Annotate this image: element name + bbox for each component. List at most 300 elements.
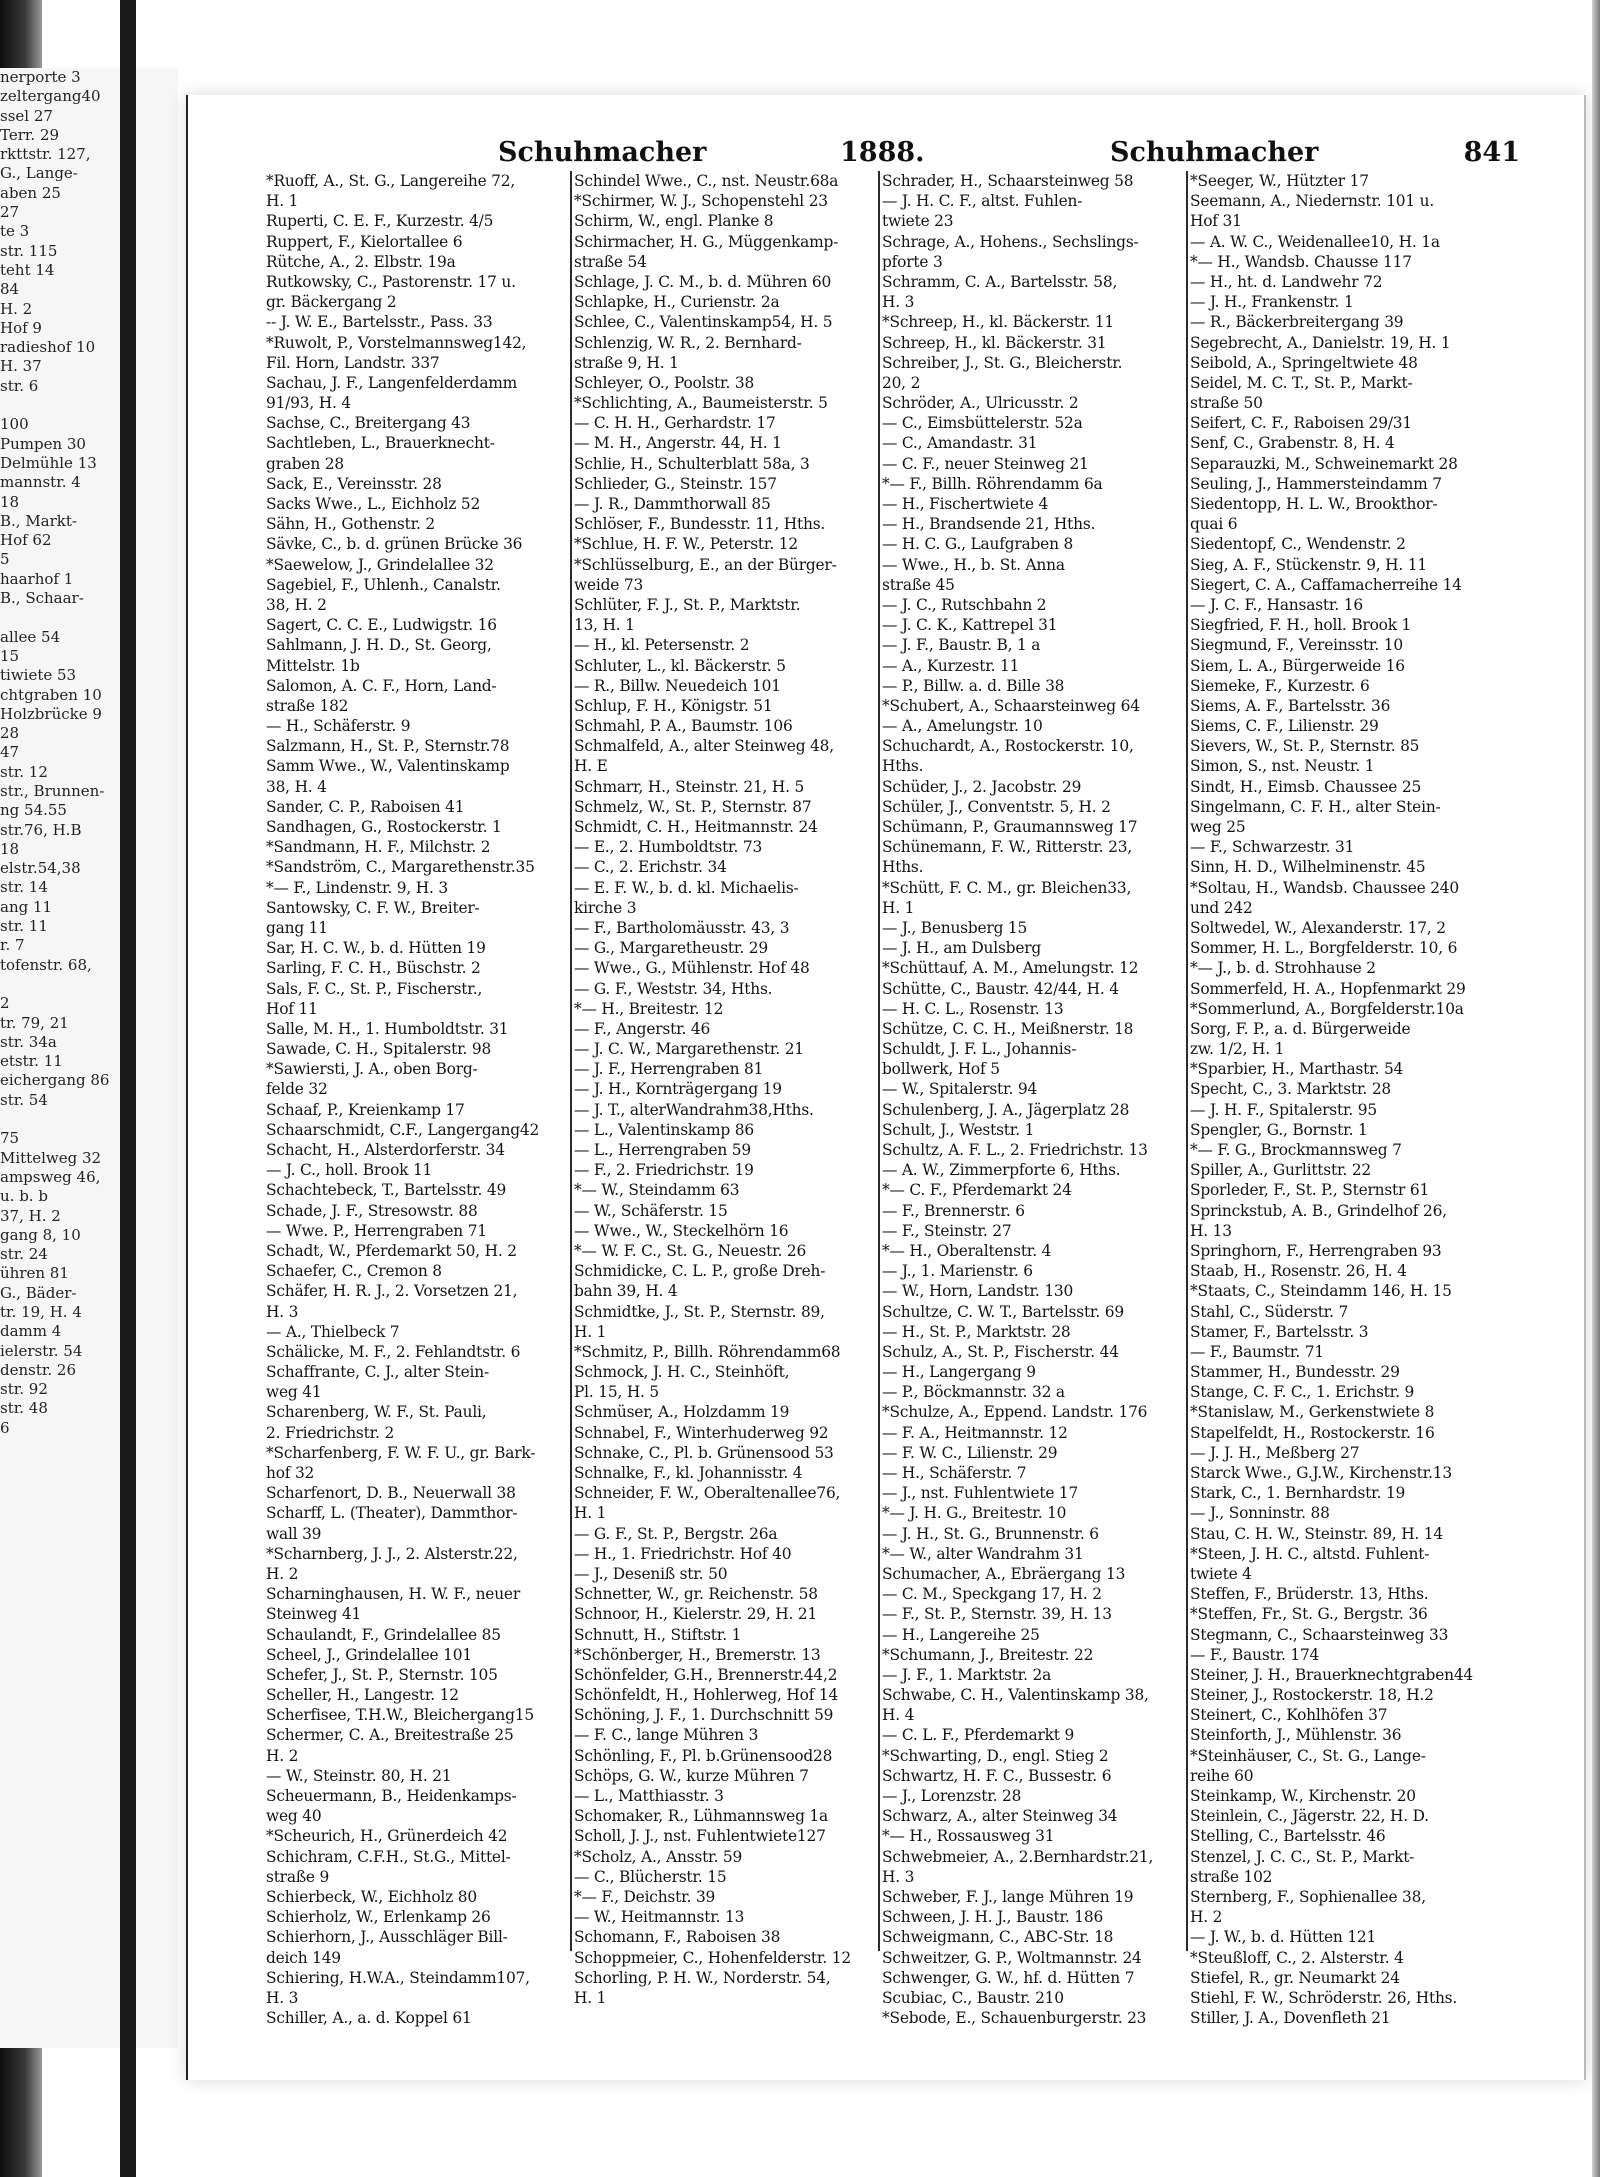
- directory-entry-line: Schermer, C. A., Breitestraße 25: [266, 1726, 514, 1745]
- directory-entry-line: — J. H., Kornträgergang 19: [574, 1080, 782, 1099]
- directory-entry-line: weg 40: [266, 1807, 322, 1826]
- directory-entry-line: Sporleder, F., St. P., Sternstr 61: [1190, 1181, 1430, 1200]
- directory-entry-line: Steinlein, C., Jägerstr. 22, H. D.: [1190, 1807, 1429, 1826]
- directory-entry-line: twiete 23: [882, 212, 954, 231]
- directory-entry-line: Sandhagen, G., Rostockerstr. 1: [266, 818, 502, 836]
- directory-entry-line: Sawade, C. H., Spitalerstr. 98: [266, 1040, 492, 1059]
- directory-entry-line: Stammer, H., Bundesstr. 29: [1190, 1363, 1400, 1382]
- directory-entry-line: — J. F., 1. Marktstr. 2a: [882, 1665, 1052, 1684]
- directory-entry-line: Schirmacher, H. G., Müggenkamp-: [574, 232, 839, 251]
- directory-entry-line: Simon, S., nst. Neustr. 1: [1190, 757, 1375, 776]
- directory-entry-line: deich 149: [266, 1948, 341, 1967]
- directory-entry-line: — J. R., Dammthorwall 85: [574, 495, 771, 513]
- directory-entry-line: *— H., Oberaltenstr. 4: [882, 1241, 1052, 1260]
- directory-entry-line: Scharff, L. (Theater), Dammthor-: [266, 1504, 518, 1523]
- directory-entry-line: — W., Spitalerstr. 94: [882, 1080, 1038, 1099]
- facing-page-line: 2: [0, 994, 10, 1013]
- directory-entry-line: — J. H. C. F., altst. Fuhlen-: [882, 192, 1083, 211]
- directory-entry-line: Schmidicke, C. L. P., große Dreh-: [574, 1262, 826, 1281]
- directory-entry-line: *Sebode, E., Schauenburgerstr. 23: [882, 2009, 1147, 2028]
- directory-entry-line: *Scharnberg, J. J., 2. Alsterstr.22,: [266, 1544, 518, 1563]
- directory-entry-line: bollwerk, Hof 5: [882, 1060, 1000, 1079]
- facing-page-line: radieshof 10: [0, 338, 96, 357]
- directory-entry-line: 20, 2: [882, 373, 921, 392]
- directory-entry-line: *Schulze, A., Eppend. Landstr. 176: [882, 1403, 1148, 1422]
- directory-entry-line: *Scheurich, H., Grünerdeich 42: [266, 1827, 508, 1846]
- directory-entry-line: *Schirmer, W. J., Schopenstehl 23: [574, 192, 828, 211]
- directory-entry-line: Schweber, F. J., lange Mühren 19: [882, 1887, 1134, 1906]
- facing-page-line: ssel 27: [0, 106, 53, 125]
- facing-page-line: tr. 79, 21: [0, 1013, 69, 1032]
- facing-page-line: 75: [0, 1129, 20, 1148]
- facing-page-line: teht 14: [0, 260, 55, 279]
- directory-entry-line: Sinn, H. D., Wilhelminenstr. 45: [1190, 858, 1426, 877]
- directory-entry-line: *Saewelow, J., Grindelallee 32: [266, 555, 494, 574]
- directory-entry-line: Seuling, J., Hammersteindamm 7: [1190, 474, 1442, 493]
- directory-entry-line: — G. F., St. P., Bergstr. 26a: [574, 1524, 778, 1543]
- facing-page-line: 100: [0, 415, 29, 434]
- directory-entry-line: Schindel Wwe., C., nst. Neustr.68a: [574, 172, 839, 190]
- directory-entry-line: — L., Matthiasstr. 3: [574, 1787, 724, 1805]
- directory-entry-line: *Ruoff, A., St. G., Langereihe 72,: [266, 172, 516, 190]
- directory-entry-line: Sävke, C., b. d. grünen Brücke 36: [266, 535, 523, 554]
- directory-column-4: [1190, 171, 1492, 2028]
- directory-entry-line: Steiner, J. H., Brauerknechtgraben44: [1190, 1665, 1474, 1684]
- directory-entry-line: Pl. 15, H. 5: [574, 1383, 660, 1402]
- directory-entry-line: Stapelfeldt, H., Rostockerstr. 16: [1190, 1423, 1435, 1442]
- directory-entry-line: *Schreep, H., kl. Bäckerstr. 11: [882, 313, 1114, 332]
- directory-entry-line: *Ruwolt, P., Vorstelmannsweg142,: [266, 333, 527, 352]
- directory-entry-line: Schulenberg, J. A., Jägerplatz 28: [882, 1100, 1130, 1119]
- directory-entry-line: *Sommerlund, A., Borgfelderstr.10a: [1190, 999, 1464, 1018]
- directory-entry-line: Schultze, C. W. T., Bartelsstr. 69: [882, 1302, 1124, 1321]
- directory-entry-line: Schichram, C.F.H., St.G., Mittel-: [266, 1847, 511, 1866]
- directory-entry-line: — W., Heitmannstr. 13: [574, 1908, 745, 1927]
- directory-entry-line: *Seeger, W., Hützter 17: [1190, 172, 1369, 190]
- directory-entry-line: Sander, C. P., Raboisen 41: [266, 797, 465, 816]
- directory-entry-line: Schröder, A., Ulricusstr. 2: [882, 394, 1079, 413]
- directory-entry-line: Steinweg 41: [266, 1605, 362, 1624]
- directory-entry-line: — F., Baumstr. 71: [1190, 1342, 1324, 1361]
- directory-entry-line: — J. H., Frankenstr. 1: [1190, 293, 1354, 312]
- directory-entry-line: Schaffrante, C. J., alter Stein-: [266, 1363, 489, 1382]
- facing-page-line: [0, 1110, 178, 1129]
- directory-entry-line: straße 50: [1190, 394, 1263, 413]
- directory-entry-line: straße 9: [266, 1867, 330, 1886]
- directory-entry-line: H. 1: [574, 1988, 607, 2007]
- directory-entry-line: *Steen, J. H. C., altstd. Fuhlent-: [1190, 1544, 1430, 1563]
- directory-entry-line: Schümann, P., Graumannsweg 17: [882, 818, 1138, 836]
- directory-entry-line: Santowsky, C. F. W., Breiter-: [266, 898, 480, 917]
- directory-entry-line: Sternberg, F., Sophienallee 38,: [1190, 1887, 1426, 1906]
- directory-entry-line: Sagert, C. C. E., Ludwigstr. 16: [266, 616, 497, 635]
- directory-entry-line: Scubiac, C., Baustr. 210: [882, 1988, 1064, 2007]
- binding-strip: [120, 0, 136, 2177]
- facing-page-line: 47: [0, 743, 20, 762]
- directory-entry-line: Schomaker, R., Lühmannsweg 1a: [574, 1807, 828, 1826]
- directory-entry-line: Scharenberg, W. F., St. Pauli,: [266, 1403, 487, 1422]
- directory-entry-line: graben 28: [266, 454, 344, 473]
- facing-page-line: [0, 396, 178, 415]
- facing-page-line: allee 54: [0, 627, 61, 646]
- directory-entry-line: — L., Valentinskamp 86: [574, 1120, 754, 1139]
- directory-entry-line: Starck Wwe., G.J.W., Kirchenstr.13: [1190, 1464, 1452, 1482]
- facing-page-line: damm 4: [0, 1322, 62, 1341]
- directory-entry-line: weg 25: [1190, 818, 1246, 836]
- directory-entry-line: — F., Bartholomäusstr. 43, 3: [574, 918, 790, 937]
- directory-entry-line: Staab, H., Rosenstr. 26, H. 4: [1190, 1262, 1407, 1281]
- directory-entry-line: *— C. F., Pferdemarkt 24: [882, 1181, 1072, 1200]
- facing-page-line: H. 37: [0, 357, 42, 376]
- directory-entry-line: straße 45: [882, 575, 955, 594]
- directory-entry-line: — A. W., Zimmerpforte 6, Hths.: [882, 1161, 1121, 1180]
- directory-entry-line: Schleyer, O., Poolstr. 38: [574, 373, 755, 392]
- directory-entry-line: — C. L. F., Pferdemarkt 9: [882, 1726, 1075, 1745]
- header-section-left: Schuhmacher: [498, 137, 707, 168]
- directory-entry-line: H. 3: [266, 1302, 299, 1321]
- directory-entry-line: H. 3: [882, 1867, 915, 1886]
- facing-page-line: ang 11: [0, 897, 53, 916]
- directory-entry-line: Schrage, A., Hohens., Sechslings-: [882, 232, 1139, 251]
- directory-entry-line: — J. C., holl. Brook 11: [266, 1161, 433, 1180]
- column-divider: [1186, 171, 1188, 1951]
- facing-page-line: G., Bäder-: [0, 1283, 77, 1302]
- facing-page-line: Pumpen 30: [0, 434, 86, 453]
- directory-entry-line: — F., St. P., Sternstr. 39, H. 13: [882, 1605, 1112, 1624]
- directory-entry-line: — J., Sonninstr. 88: [1190, 1504, 1330, 1523]
- facing-page-line: ampsweg 46,: [0, 1167, 101, 1186]
- directory-entry-line: Siem, L. A., Bürgerweide 16: [1190, 656, 1405, 675]
- facing-page-line: str. 48: [0, 1399, 48, 1418]
- directory-entry-line: kirche 3: [574, 898, 637, 917]
- directory-entry-line: Sommerfeld, H. A., Hopfenmarkt 29: [1190, 979, 1466, 998]
- directory-entry-line: Singelmann, C. F. H., alter Stein-: [1190, 797, 1441, 816]
- directory-entry-line: Fil. Horn, Landstr. 337: [266, 353, 440, 372]
- directory-entry-line: Ruperti, C. E. F., Kurzestr. 4/5: [266, 212, 494, 231]
- directory-entry-line: Schönfelder, G.H., Brennerstr.44,2: [574, 1665, 838, 1684]
- directory-entry-line: Salzmann, H., St. P., Sternstr.78: [266, 737, 510, 756]
- directory-entry-line: Schmalfeld, A., alter Steinweg 48,: [574, 737, 834, 756]
- directory-entry-line: — Wwe., W., Steckelhörn 16: [574, 1221, 789, 1240]
- directory-entry-line: Sack, E., Vereinsstr. 28: [266, 474, 442, 493]
- directory-entry-line: und 242: [1190, 898, 1253, 917]
- directory-entry-line: *Soltau, H., Wandsb. Chaussee 240: [1190, 878, 1459, 897]
- directory-entry-line: *Scholz, A., Ansstr. 59: [574, 1847, 743, 1866]
- directory-entry-line: Stahl, C., Süderstr. 7: [1190, 1302, 1349, 1321]
- directory-entry-line: H. 2: [1190, 1908, 1223, 1927]
- directory-entry-line: Stelling, C., Bartelsstr. 46: [1190, 1827, 1386, 1846]
- directory-entry-line: — W., Schäferstr. 15: [574, 1201, 728, 1220]
- directory-entry-line: — J. J. H., Meßberg 27: [1190, 1443, 1360, 1462]
- directory-entry-line: H. 1: [882, 898, 915, 917]
- directory-entry-line: — H., Langergang 9: [882, 1363, 1036, 1382]
- directory-entry-line: Schefer, J., St. P., Sternstr. 105: [266, 1665, 498, 1684]
- directory-entry-line: Schaaf, P., Kreienkamp 17: [266, 1100, 465, 1119]
- facing-page-line: r. 7: [0, 936, 25, 955]
- directory-entry-line: *Steußloff, C., 2. Alsterstr. 4: [1190, 1948, 1404, 1967]
- facing-page-text: [0, 68, 178, 1438]
- facing-page-line: B., Markt-: [0, 511, 77, 530]
- directory-entry-line: Spengler, G., Bornstr. 1: [1190, 1120, 1368, 1139]
- directory-entry-line: — F., Schwarzestr. 31: [1190, 838, 1355, 857]
- facing-page-line: 37, H. 2: [0, 1206, 61, 1225]
- directory-entry-line: — A., Kurzestr. 11: [882, 656, 1020, 675]
- directory-entry-line: Soltwedel, W., Alexanderstr. 17, 2: [1190, 918, 1446, 937]
- directory-entry-line: — J. W., b. d. Hütten 121: [1190, 1928, 1377, 1947]
- directory-entry-line: Seidel, M. C. T., St. P., Markt-: [1190, 373, 1413, 392]
- directory-entry-line: H. E: [574, 757, 608, 776]
- directory-entry-line: — P., Billw. a. d. Bille 38: [882, 676, 1065, 695]
- directory-column-3: [882, 171, 1184, 2028]
- directory-entry-line: — H., ht. d. Landwehr 72: [1190, 272, 1383, 291]
- directory-entry-line: Schiering, H.W.A., Steindamm107,: [266, 1968, 530, 1987]
- header-section-right: Schuhmacher: [1110, 137, 1319, 168]
- facing-page-line: eichergang 86: [0, 1071, 110, 1090]
- directory-entry-line: — A., Thielbeck 7: [266, 1322, 400, 1341]
- directory-entry-line: — Wwe., H., b. St. Anna: [882, 555, 1065, 574]
- directory-entry-line: 13, H. 1: [574, 616, 635, 635]
- directory-entry-line: gr. Bäckergang 2: [266, 293, 397, 312]
- directory-entry-line: straße 54: [574, 252, 647, 271]
- directory-entry-line: — H., Langereihe 25: [882, 1625, 1040, 1644]
- directory-entry-line: — E., 2. Humboldtstr. 73: [574, 838, 763, 857]
- directory-entry-line: — J., Deseniß str. 50: [574, 1564, 728, 1583]
- directory-entry-line: Schnabel, F., Winterhuderweg 92: [574, 1423, 829, 1442]
- directory-entry-line: Schoppmeier, C., Hohenfelderstr. 12: [574, 1948, 851, 1967]
- directory-entry-line: -- J. W. E., Bartelsstr., Pass. 33: [266, 313, 493, 332]
- directory-entry-line: — F. A., Heitmannstr. 12: [882, 1423, 1068, 1442]
- facing-page-line: Hof 9: [0, 318, 42, 337]
- directory-entry-line: *Steinhäuser, C., St. G., Lange-: [1190, 1746, 1426, 1765]
- directory-entry-line: — M. H., Angerstr. 44, H. 1: [574, 434, 782, 453]
- facing-page-line: nerporte 3: [0, 68, 81, 86]
- directory-entry-line: — P., Böckmannstr. 32 a: [882, 1383, 1065, 1402]
- directory-entry-line: Scheuermann, B., Heidenkamps-: [266, 1787, 517, 1805]
- directory-entry-line: — H., St. P., Marktstr. 28: [882, 1322, 1071, 1341]
- column-divider: [878, 171, 880, 1951]
- facing-page-line: rkttstr. 127,: [0, 145, 91, 164]
- directory-entry-line: — A., Amelungstr. 10: [882, 717, 1043, 736]
- directory-entry-line: Steinforth, J., Mühlenstr. 36: [1190, 1726, 1402, 1745]
- directory-entry-line: *— F. G., Brockmannsweg 7: [1190, 1141, 1402, 1159]
- directory-entry-line: Schierbeck, W., Eichholz 80: [266, 1887, 477, 1906]
- facing-page-line: str. 12: [0, 762, 48, 781]
- facing-page-line: str., Brunnen-: [0, 781, 105, 800]
- directory-entry-line: Schöning, J. F., 1. Durchschnitt 59: [574, 1706, 834, 1725]
- directory-entry-line: Schütze, C. C. H., Meißnerstr. 18: [882, 1019, 1134, 1038]
- facing-page-line: str. 54: [0, 1090, 48, 1109]
- facing-page-line: 84: [0, 280, 20, 299]
- facing-page-line: haarhof 1: [0, 569, 74, 588]
- directory-entry-line: — W., Horn, Landstr. 130: [882, 1282, 1074, 1301]
- directory-entry-line: Schmidt, C. H., Heitmannstr. 24: [574, 818, 818, 836]
- facing-page-line: H. 2: [0, 299, 33, 318]
- directory-entry-line: — C., Blücherstr. 15: [574, 1867, 727, 1886]
- directory-entry-line: felde 32: [266, 1080, 328, 1099]
- directory-entry-line: Schiller, A., a. d. Koppel 61: [266, 2009, 472, 2028]
- directory-entry-line: *Steffen, Fr., St. G., Bergstr. 36: [1190, 1605, 1428, 1624]
- directory-entry-line: Sommer, H. L., Borgfelderstr. 10, 6: [1190, 939, 1458, 958]
- directory-entry-line: — C., 2. Erichstr. 34: [574, 858, 727, 877]
- facing-page-line: 18: [0, 839, 20, 858]
- facing-page-line: str. 11: [0, 917, 48, 936]
- directory-entry-line: *— J., b. d. Strohhause 2: [1190, 959, 1376, 978]
- directory-entry-line: *Sandmann, H. F., Milchstr. 2: [266, 838, 491, 857]
- facing-page-line: tofenstr. 68,: [0, 955, 92, 974]
- directory-entry-line: Hof 31: [1190, 212, 1242, 231]
- directory-entry-line: — H., Schäferstr. 9: [266, 717, 411, 736]
- directory-entry-line: Schlöser, F., Bundesstr. 11, Hths.: [574, 515, 826, 534]
- directory-entry-line: hof 32: [266, 1464, 315, 1482]
- directory-entry-line: Schreep, H., kl. Bäckerstr. 31: [882, 333, 1107, 352]
- directory-entry-line: — J. C., Rutschbahn 2: [882, 595, 1047, 614]
- directory-entry-line: Mittelstr. 1b: [266, 656, 360, 675]
- directory-entry-line: — J. H., am Dulsberg: [882, 939, 1042, 958]
- directory-entry-line: Schuchardt, A., Rostockerstr. 10,: [882, 737, 1134, 756]
- directory-entry-line: Senf, C., Grabenstr. 8, H. 4: [1190, 434, 1395, 453]
- facing-page-line: [0, 608, 178, 627]
- directory-entry-line: Schweitzer, G. P., Woltmannstr. 24: [882, 1948, 1142, 1967]
- directory-entry-line: Hof 11: [266, 999, 318, 1018]
- facing-page-line: ng 54.55: [0, 801, 67, 820]
- directory-entry-line: Sacks Wwe., L., Eichholz 52: [266, 495, 481, 513]
- directory-entry-line: — E. F. W., b. d. kl. Michaelis-: [574, 878, 799, 897]
- directory-entry-line: H. 2: [266, 1746, 299, 1765]
- directory-entry-line: Schmüser, A., Holzdamm 19: [574, 1403, 790, 1422]
- directory-column-2: [574, 171, 876, 2007]
- facing-page-line: 27: [0, 203, 20, 222]
- directory-entry-line: — F., Steinstr. 27: [882, 1221, 1012, 1240]
- facing-page-line: Delmühle 13: [0, 453, 97, 472]
- directory-entry-line: *Schlüsselburg, E., an der Bürger-: [574, 555, 837, 574]
- directory-entry-line: Siems, C. F., Lilienstr. 29: [1190, 717, 1379, 736]
- facing-page-line: gang 8, 10: [0, 1225, 81, 1244]
- directory-entry-line: Schünemann, F. W., Ritterstr. 23,: [882, 838, 1133, 857]
- directory-entry-line: — C. M., Speckgang 17, H. 2: [882, 1585, 1102, 1604]
- directory-entry-line: H. 3: [266, 1988, 299, 2007]
- directory-entry-line: *Schönberger, H., Bremerstr. 13: [574, 1645, 821, 1664]
- directory-column-1: [266, 171, 568, 2028]
- directory-entry-line: Schierholz, W., Erlenkamp 26: [266, 1908, 491, 1927]
- facing-page-line: aben 25: [0, 183, 61, 202]
- directory-entry-line: *Stanislaw, M., Gerkenstwiete 8: [1190, 1403, 1435, 1422]
- directory-entry-line: Schlüter, F. J., St. P., Marktstr.: [574, 595, 801, 614]
- directory-entry-line: *Sandström, C., Margarethenstr.35: [266, 858, 535, 877]
- directory-entry-line: straße 9, H. 1: [574, 353, 679, 372]
- directory-entry-line: — H., 1. Friedrichstr. Hof 40: [574, 1544, 792, 1563]
- facing-page-line: denstr. 26: [0, 1360, 77, 1379]
- directory-entry-line: Schultz, A. F. L., 2. Friedrichstr. 13: [882, 1141, 1148, 1159]
- directory-entry-line: Steffen, F., Brüderstr. 13, Hths.: [1190, 1585, 1429, 1604]
- directory-entry-line: — H. C. G., Laufgraben 8: [882, 535, 1074, 554]
- directory-entry-line: Siems, A. F., Bartelsstr. 36: [1190, 696, 1391, 715]
- directory-entry-line: Siegmund, F., Vereinsstr. 10: [1190, 636, 1403, 655]
- directory-entry-line: *Staats, C., Steindamm 146, H. 15: [1190, 1282, 1452, 1301]
- directory-entry-line: Schult, J., Weststr. 1: [882, 1120, 1035, 1139]
- directory-entry-line: Separauzki, M., Schweinemarkt 28: [1190, 454, 1458, 473]
- directory-entry-line: — C. H. H., Gerhardstr. 17: [574, 414, 776, 433]
- facing-page-line: Hof 62: [0, 531, 52, 550]
- directory-entry-line: *Schüttauf, A. M., Amelungstr. 12: [882, 959, 1139, 978]
- directory-entry-line: Schmidtke, J., St. P., Sternstr. 89,: [574, 1302, 825, 1321]
- directory-entry-line: Schumacher, A., Ebräergang 13: [882, 1564, 1126, 1583]
- directory-entry-line: — J., 1. Marienstr. 6: [882, 1262, 1033, 1281]
- directory-entry-line: Schlup, F. H., Königstr. 51: [574, 696, 773, 715]
- facing-page-line: B., Schaar-: [0, 589, 84, 608]
- directory-entry-line: — A. W. C., Weidenallee10, H. 1a: [1190, 232, 1440, 251]
- directory-entry-line: Schramm, C. A., Bartelsstr. 58,: [882, 272, 1118, 291]
- directory-entry-line: Sals, F. C., St. P., Fischerstr.,: [266, 979, 483, 998]
- directory-entry-line: Scheller, H., Langestr. 12: [266, 1686, 459, 1705]
- directory-entry-line: Schrader, H., Schaarsteinweg 58: [882, 172, 1134, 190]
- directory-entry-line: Stiehl, F. W., Schröderstr. 26, Hths.: [1190, 1988, 1458, 2007]
- directory-entry-line: Schluter, L., kl. Bäckerstr. 5: [574, 656, 786, 675]
- directory-entry-line: — C., Amandastr. 31: [882, 434, 1038, 453]
- directory-entry-line: Schlie, H., Schulterblatt 58a, 3: [574, 454, 810, 473]
- directory-entry-line: Schulz, A., St. P., Fischerstr. 44: [882, 1342, 1119, 1361]
- directory-entry-line: 2. Friedrichstr. 2: [266, 1423, 395, 1442]
- directory-entry-line: 38, H. 4: [266, 777, 327, 796]
- directory-entry-line: Schäfer, H. R. J., 2. Vorsetzen 21,: [266, 1282, 518, 1301]
- facing-page-line: Holzbrücke 9: [0, 704, 102, 723]
- facing-page-line: str.76, H.B: [0, 820, 82, 839]
- directory-entry-line: weide 73: [574, 575, 644, 594]
- facing-page-line: [0, 975, 178, 994]
- directory-entry-line: quai 6: [1190, 515, 1238, 534]
- directory-entry-line: Siemeke, F., Kurzestr. 6: [1190, 676, 1370, 695]
- directory-entry-line: Schreiber, J., St. G., Bleicherstr.: [882, 353, 1123, 372]
- directory-entry-line: H. 2: [266, 1564, 299, 1583]
- directory-entry-line: — Wwe. P., Herrengraben 71: [266, 1221, 487, 1240]
- directory-entry-line: Salle, M. H., 1. Humboldtstr. 31: [266, 1019, 509, 1038]
- directory-entry-line: Schaefer, C., Cremon 8: [266, 1262, 442, 1281]
- directory-entry-line: Rutkowsky, C., Pastorenstr. 17 u.: [266, 272, 516, 291]
- facing-page-line: Terr. 29: [0, 125, 60, 144]
- directory-entry-line: — J. C. F., Hansastr. 16: [1190, 595, 1363, 614]
- directory-entry-line: Schachtebeck, T., Bartelsstr. 49: [266, 1181, 507, 1200]
- directory-entry-line: Schmock, J. H. C., Steinhöft,: [574, 1363, 790, 1382]
- directory-entry-line: Schade, J. F., Stresowstr. 88: [266, 1201, 478, 1220]
- directory-entry-line: Sindt, H., Eimsb. Chaussee 25: [1190, 777, 1422, 796]
- directory-entry-line: Schwebmeier, A., 2.Bernhardstr.21,: [882, 1847, 1154, 1866]
- directory-entry-line: twiete 4: [1190, 1564, 1252, 1583]
- directory-entry-line: Schacht, H., Alsterdorferstr. 34: [266, 1141, 505, 1159]
- directory-entry-line: Schälicke, M. F., 2. Fehlandtstr. 6: [266, 1342, 521, 1361]
- directory-entry-line: H. 3: [882, 293, 915, 312]
- directory-entry-line: Schnake, C., Pl. b. Grünensood 53: [574, 1443, 834, 1462]
- directory-entry-line: Schnutt, H., Stiftstr. 1: [574, 1625, 742, 1644]
- directory-entry-line: Sachtleben, L., Brauerknecht-: [266, 434, 495, 453]
- directory-entry-line: — H., kl. Petersenstr. 2: [574, 636, 750, 655]
- directory-entry-line: Sieg, A. F., Stückenstr. 9, H. 11: [1190, 555, 1427, 574]
- directory-entry-line: gang 11: [266, 918, 328, 937]
- directory-entry-line: Schüler, J., Conventstr. 5, H. 2: [882, 797, 1111, 816]
- facing-page-line: ielerstr. 54: [0, 1341, 83, 1360]
- directory-entry-line: Schwarz, A., alter Steinweg 34: [882, 1807, 1118, 1826]
- directory-entry-line: — F., Baustr. 174: [1190, 1645, 1320, 1664]
- directory-entry-line: Hths.: [882, 858, 924, 877]
- directory-entry-line: Stiller, J. A., Dovenfleth 21: [1190, 2009, 1391, 2028]
- facing-page-line: 15: [0, 646, 20, 665]
- directory-entry-line: — H. C. L., Rosenstr. 13: [882, 999, 1064, 1018]
- directory-entry-line: Schütte, C., Baustr. 42/44, H. 4: [882, 979, 1119, 998]
- directory-entry-line: Salomon, A. C. F., Horn, Land-: [266, 676, 497, 695]
- directory-entry-line: — J. F., Herrengraben 81: [574, 1060, 764, 1079]
- directory-entry-line: Schomann, F., Raboisen 38: [574, 1928, 781, 1947]
- directory-entry-line: *— F., Deichstr. 39: [574, 1887, 716, 1906]
- directory-entry-line: Schadt, W., Pferdemarkt 50, H. 2: [266, 1241, 517, 1260]
- facing-page-line: zeltergang40: [0, 87, 101, 106]
